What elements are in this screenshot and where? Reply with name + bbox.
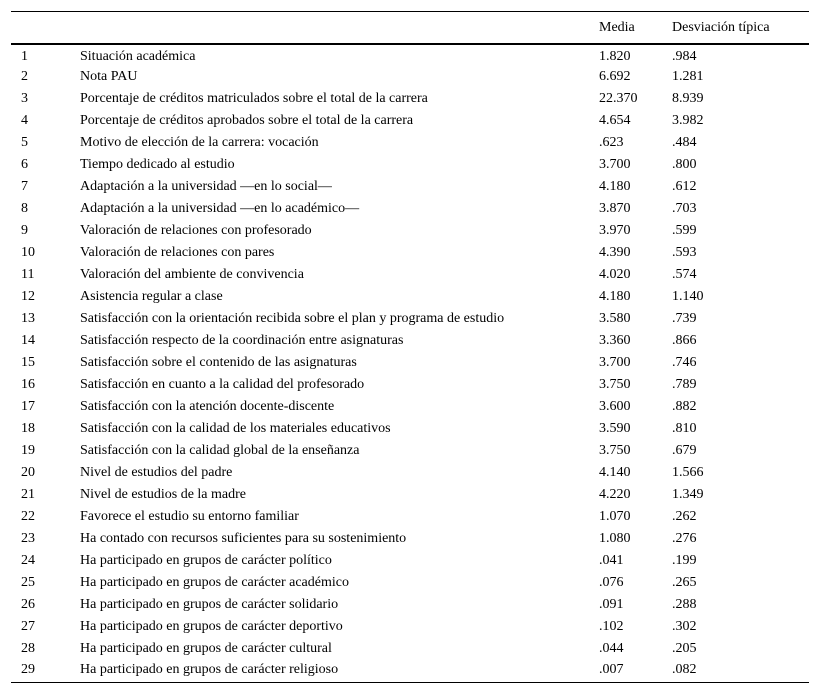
row-media: 1.080 xyxy=(599,531,631,546)
row-std-deviation: .262 xyxy=(672,509,697,524)
row-media: .091 xyxy=(599,597,624,612)
row-std-deviation: .679 xyxy=(672,443,697,458)
row-variable: Favorece el estudio su entorno familiar xyxy=(80,509,299,524)
row-variable: Satisfacción con la calidad de los materiales educativos xyxy=(80,421,391,436)
table-row xyxy=(11,638,809,660)
table-row xyxy=(11,242,809,264)
row-std-deviation: 3.982 xyxy=(672,113,704,128)
table-row xyxy=(11,594,809,616)
row-media: 3.360 xyxy=(599,333,631,348)
row-std-deviation: .810 xyxy=(672,421,697,436)
row-std-deviation: .205 xyxy=(672,641,697,656)
header-std-deviation: Desviación típica xyxy=(672,19,770,35)
row-media: 4.140 xyxy=(599,465,631,480)
row-media: 22.370 xyxy=(599,91,638,106)
table-row xyxy=(11,572,809,594)
row-number: 26 xyxy=(21,597,35,612)
row-number: 14 xyxy=(21,333,35,348)
row-media: 6.692 xyxy=(599,69,631,84)
row-number: 2 xyxy=(21,69,28,84)
row-number: 21 xyxy=(21,487,35,502)
row-variable: Satisfacción con la calidad global de la enseñanza xyxy=(80,443,360,458)
row-std-deviation: 8.939 xyxy=(672,91,704,106)
row-variable: Ha participado en grupos de carácter académico xyxy=(80,575,349,590)
table-row xyxy=(11,462,809,484)
row-media: 1.070 xyxy=(599,509,631,524)
table-row xyxy=(11,220,809,242)
table-body xyxy=(11,44,809,682)
row-media: .623 xyxy=(599,135,624,150)
row-std-deviation: .746 xyxy=(672,355,697,370)
row-number: 7 xyxy=(21,179,28,194)
table-row xyxy=(11,616,809,638)
row-media: 3.750 xyxy=(599,443,631,458)
table-row xyxy=(11,88,809,110)
table-bottom-rule xyxy=(11,682,809,683)
row-std-deviation: .599 xyxy=(672,223,697,238)
table-row xyxy=(11,418,809,440)
table-row xyxy=(11,132,809,154)
row-media: 1.820 xyxy=(599,48,631,64)
row-std-deviation: 1.349 xyxy=(672,487,704,502)
row-media: 3.580 xyxy=(599,311,631,326)
row-std-deviation: .866 xyxy=(672,333,697,348)
row-variable: Satisfacción respecto de la coordinación entre asignaturas xyxy=(80,333,404,348)
row-media: 3.870 xyxy=(599,201,631,216)
row-media: 4.390 xyxy=(599,245,631,260)
row-media: .044 xyxy=(599,641,624,656)
row-variable: Ha contado con recursos suficientes para su sostenimiento xyxy=(80,531,407,546)
row-media: 3.590 xyxy=(599,421,631,436)
table-row xyxy=(11,484,809,506)
row-variable: Tiempo dedicado al estudio xyxy=(80,157,235,172)
row-std-deviation: .199 xyxy=(672,553,697,568)
row-number: 8 xyxy=(21,201,28,216)
row-media: 3.750 xyxy=(599,377,631,392)
table-row xyxy=(11,264,809,286)
row-number: 13 xyxy=(21,311,35,326)
row-variable: Nota PAU xyxy=(80,69,138,84)
row-variable: Adaptación a la universidad —en lo académico— xyxy=(80,201,360,216)
row-number: 5 xyxy=(21,135,28,150)
row-variable: Porcentaje de créditos matriculados sobre el total de la carrera xyxy=(80,91,428,106)
row-media: 4.180 xyxy=(599,179,631,194)
table-row xyxy=(11,308,809,330)
table-row xyxy=(11,352,809,374)
row-media: 3.600 xyxy=(599,399,631,414)
row-media: 4.180 xyxy=(599,289,631,304)
row-number: 27 xyxy=(21,619,35,634)
row-std-deviation: .739 xyxy=(672,311,697,326)
table-row xyxy=(11,330,809,352)
row-number: 10 xyxy=(21,245,35,260)
header-variable xyxy=(70,12,579,45)
table-row xyxy=(11,176,809,198)
row-variable: Valoración de relaciones con pares xyxy=(80,245,275,260)
row-variable: Satisfacción sobre el contenido de las asignaturas xyxy=(80,355,357,370)
row-number: 4 xyxy=(21,113,28,128)
row-std-deviation: .302 xyxy=(672,619,697,634)
row-variable: Valoración del ambiente de convivencia xyxy=(80,267,304,282)
table-row xyxy=(11,396,809,418)
row-variable: Asistencia regular a clase xyxy=(80,289,223,304)
row-number: 12 xyxy=(21,289,35,304)
table-row xyxy=(11,374,809,396)
row-std-deviation: .265 xyxy=(672,575,697,590)
row-variable: Satisfacción con la atención docente-discente xyxy=(80,399,335,414)
row-number: 15 xyxy=(21,355,35,370)
row-number: 23 xyxy=(21,531,35,546)
row-variable: Ha participado en grupos de carácter religioso xyxy=(80,661,339,677)
table-row xyxy=(11,506,809,528)
row-number: 9 xyxy=(21,223,28,238)
row-variable: Ha participado en grupos de carácter deportivo xyxy=(80,619,343,634)
row-media: 4.654 xyxy=(599,113,631,128)
row-number: 1 xyxy=(21,48,28,64)
table-row xyxy=(11,440,809,462)
row-number: 11 xyxy=(21,267,35,282)
row-media: .076 xyxy=(599,575,624,590)
row-number: 19 xyxy=(21,443,35,458)
table-row xyxy=(11,110,809,132)
row-number: 18 xyxy=(21,421,35,436)
row-number: 28 xyxy=(21,641,35,656)
row-std-deviation: .789 xyxy=(672,377,697,392)
row-variable: Nivel de estudios del padre xyxy=(80,465,233,480)
row-variable: Motivo de elección de la carrera: vocación xyxy=(80,135,319,150)
row-std-deviation: .703 xyxy=(672,201,697,216)
row-media: 4.220 xyxy=(599,487,631,502)
row-number: 17 xyxy=(21,399,35,414)
row-variable: Situación académica xyxy=(80,48,196,64)
row-number: 3 xyxy=(21,91,28,106)
row-std-deviation: .593 xyxy=(672,245,697,260)
row-variable: Adaptación a la universidad —en lo social— xyxy=(80,179,332,194)
row-std-deviation: 1.566 xyxy=(672,465,704,480)
header-row xyxy=(11,12,809,45)
row-number: 20 xyxy=(21,465,35,480)
statistics-table-container xyxy=(11,11,809,683)
row-std-deviation: .984 xyxy=(672,48,697,64)
row-media: 3.700 xyxy=(599,157,631,172)
row-variable: Ha participado en grupos de carácter solidario xyxy=(80,597,339,612)
row-std-deviation: 1.140 xyxy=(672,289,704,304)
row-number: 16 xyxy=(21,377,35,392)
row-variable: Nivel de estudios de la madre xyxy=(80,487,247,502)
row-std-deviation: 1.281 xyxy=(672,69,704,84)
row-variable: Valoración de relaciones con profesorado xyxy=(80,223,312,238)
statistics-table xyxy=(11,11,809,683)
row-media: 3.970 xyxy=(599,223,631,238)
row-media: .041 xyxy=(599,553,624,568)
row-std-deviation: .882 xyxy=(672,399,697,414)
row-variable: Ha participado en grupos de carácter político xyxy=(80,553,332,568)
row-variable: Satisfacción con la orientación recibida sobre el plan y programa de estudio xyxy=(80,311,505,326)
row-variable: Ha participado en grupos de carácter cultural xyxy=(80,641,332,656)
row-std-deviation: .484 xyxy=(672,135,697,150)
header-number xyxy=(11,12,70,45)
row-media: .007 xyxy=(599,661,624,677)
row-number: 6 xyxy=(21,157,28,172)
table-row xyxy=(11,66,809,88)
row-std-deviation: .082 xyxy=(672,661,697,677)
table-row xyxy=(11,154,809,176)
table-row xyxy=(11,550,809,572)
row-number: 29 xyxy=(21,661,35,677)
table-row xyxy=(11,198,809,220)
row-std-deviation: .288 xyxy=(672,597,697,612)
row-std-deviation: .276 xyxy=(672,531,697,546)
row-variable: Porcentaje de créditos aprobados sobre el total de la carrera xyxy=(80,113,414,128)
row-media: 3.700 xyxy=(599,355,631,370)
row-media: .102 xyxy=(599,619,624,634)
table-row xyxy=(11,660,809,682)
row-std-deviation: .574 xyxy=(672,267,697,282)
table-row xyxy=(11,44,809,66)
row-number: 24 xyxy=(21,553,35,568)
header-media: Media xyxy=(599,19,635,35)
table-row xyxy=(11,286,809,308)
row-media: 4.020 xyxy=(599,267,631,282)
row-std-deviation: .800 xyxy=(672,157,697,172)
row-number: 25 xyxy=(21,575,35,590)
row-number: 22 xyxy=(21,509,35,524)
table-header xyxy=(11,12,809,45)
table-row xyxy=(11,528,809,550)
row-variable: Satisfacción en cuanto a la calidad del profesorado xyxy=(80,377,365,392)
row-std-deviation: .612 xyxy=(672,179,697,194)
